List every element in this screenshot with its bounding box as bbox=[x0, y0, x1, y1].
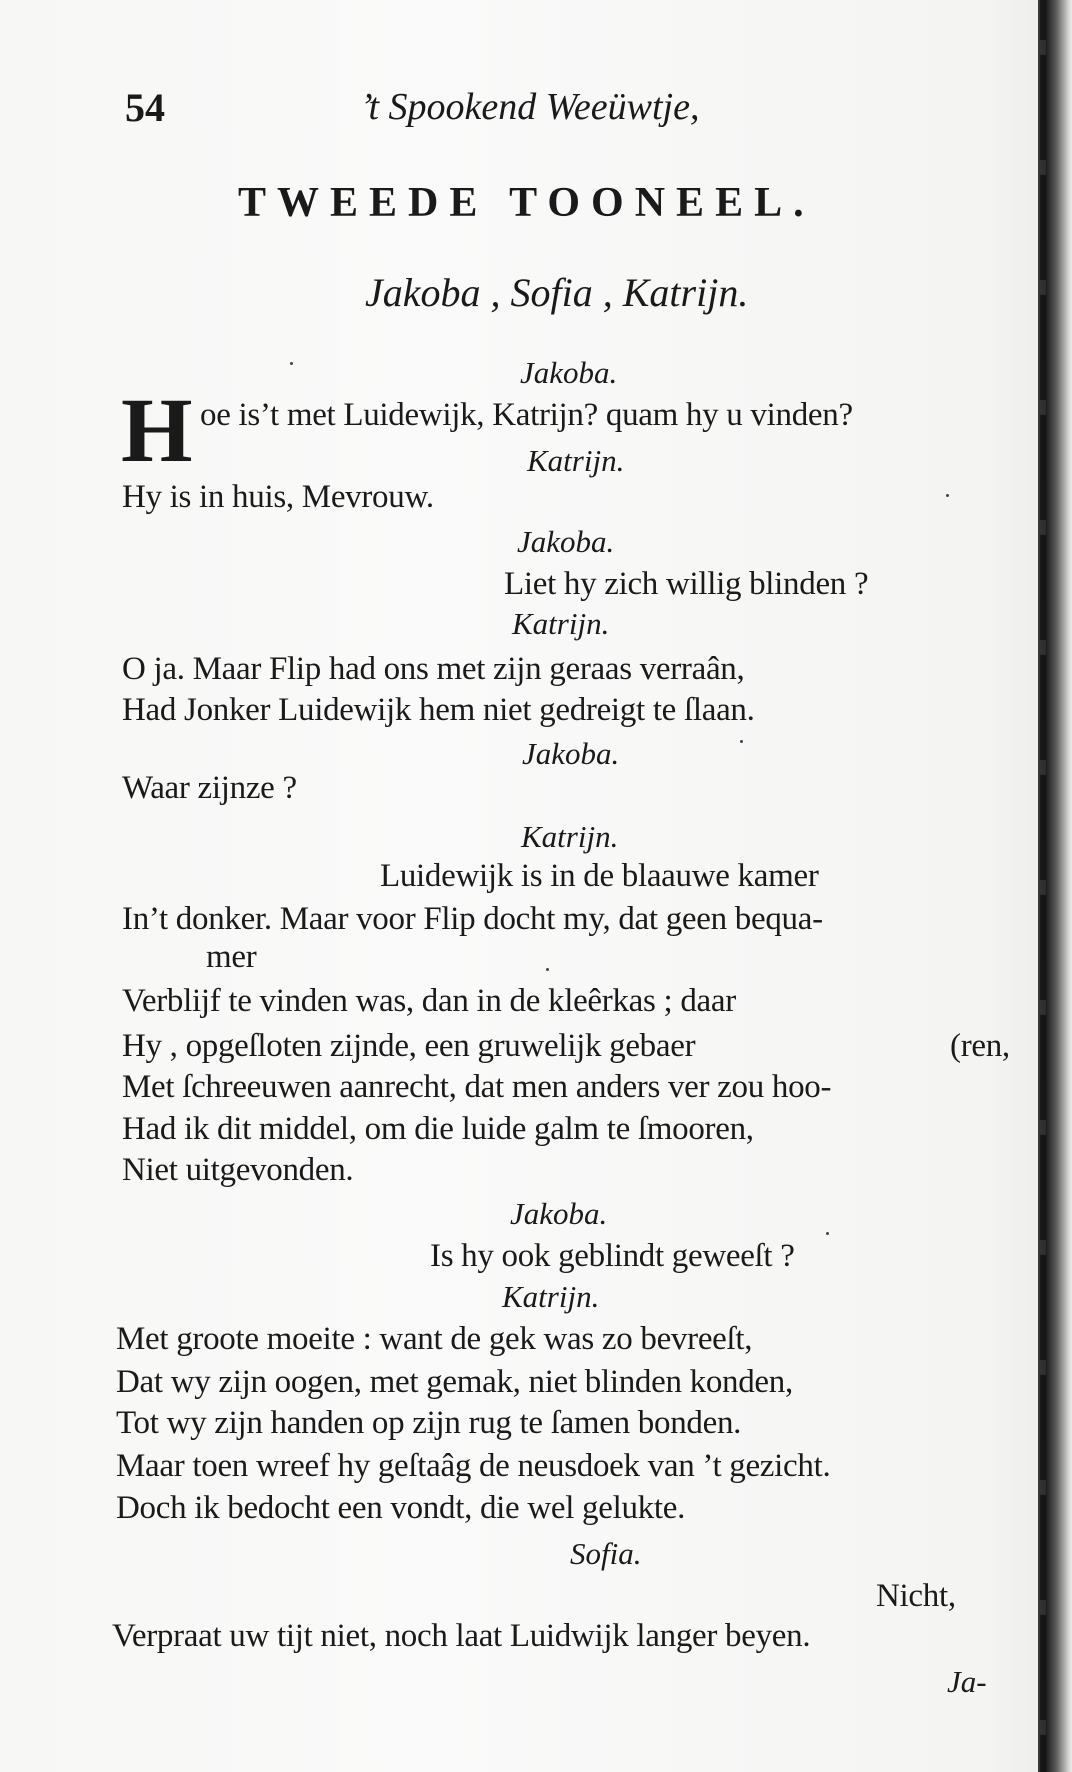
speaker-name: Katrijn. bbox=[502, 1279, 600, 1314]
speaker-name: Jakoba. bbox=[520, 355, 618, 390]
verse-line: Niet uitgevonden. bbox=[122, 1152, 354, 1188]
verse-line: Had ik dit middel, om die luide galm te ſmooren, bbox=[122, 1111, 754, 1147]
verse-line: oe is’t met Luidewijk, Katrijn? quam hy u vinden? bbox=[200, 397, 853, 433]
verse-line: mer bbox=[206, 939, 257, 975]
drop-cap: H bbox=[121, 379, 193, 481]
catchword: Ja- bbox=[947, 1664, 987, 1699]
verse-line: Maar toen wreef hy geſtaâg de neusdoek van ’t gezicht. bbox=[116, 1448, 831, 1484]
verse-line: Nicht, bbox=[876, 1578, 956, 1614]
verse-line: Waar zijnze ? bbox=[122, 770, 297, 806]
speaker-name: Katrijn. bbox=[512, 606, 610, 641]
ink-speck bbox=[546, 968, 549, 971]
verse-line: Hy , opgeſloten zijnde, een gruwelijk gebaer bbox=[122, 1028, 696, 1064]
speaker-name: Katrijn. bbox=[521, 819, 619, 854]
ink-speck bbox=[826, 1232, 829, 1235]
verse-line: Liet hy zich willig blinden ? bbox=[504, 566, 869, 602]
speaker-name: Katrijn. bbox=[527, 443, 625, 478]
verse-line: Met ſchreeuwen aanrecht, dat men anders ver zou hoo- bbox=[122, 1069, 832, 1105]
speaker-name: Jakoba. bbox=[522, 736, 620, 771]
verse-line-turnover: (ren, bbox=[950, 1028, 1010, 1064]
ink-speck bbox=[740, 740, 743, 743]
cast-list: Jakoba , Sofia , Katrijn. bbox=[365, 270, 749, 315]
page-binding-edge bbox=[1038, 0, 1072, 1772]
verse-line: Met groote moeite : want de gek was zo bevreeſt, bbox=[116, 1321, 753, 1357]
verse-line: In’t donker. Maar voor Flip docht my, dat geen bequa- bbox=[122, 901, 823, 937]
ink-speck bbox=[946, 494, 949, 497]
verse-line: Hy is in huis, Mevrouw. bbox=[122, 479, 434, 515]
speaker-name: Sofia. bbox=[570, 1536, 642, 1571]
page-number: 54 bbox=[125, 85, 165, 130]
verse-line: Tot wy zijn handen op zijn rug te ſamen bonden. bbox=[116, 1405, 742, 1441]
speaker-name: Jakoba. bbox=[510, 1196, 608, 1231]
verse-line: Is hy ook geblindt geweeſt ? bbox=[430, 1238, 795, 1274]
verse-line: Had Jonker Luidewijk hem niet gedreigt te ſlaan. bbox=[122, 692, 755, 728]
verse-line: Dat wy zijn oogen, met gemak, niet blinden konden, bbox=[116, 1364, 793, 1400]
ink-speck bbox=[290, 362, 293, 365]
verse-line: Verpraat uw tijt niet, noch laat Luidwijk langer beyen. bbox=[112, 1618, 811, 1654]
verse-line: Luidewijk is in de blaauwe kamer bbox=[380, 858, 819, 894]
verse-line: Verblijf te vinden was, dan in de kleêrkas ; daar bbox=[122, 983, 736, 1019]
verse-line: Doch ik bedocht een vondt, die wel gelukte. bbox=[116, 1490, 686, 1526]
scene-title: TWEEDE TOONEEL. bbox=[238, 180, 815, 226]
speaker-name: Jakoba. bbox=[517, 524, 615, 559]
running-head: ’t Spookend Weeüwtje, bbox=[360, 86, 700, 128]
verse-line: O ja. Maar Flip had ons met zijn geraas verraân, bbox=[122, 651, 745, 687]
